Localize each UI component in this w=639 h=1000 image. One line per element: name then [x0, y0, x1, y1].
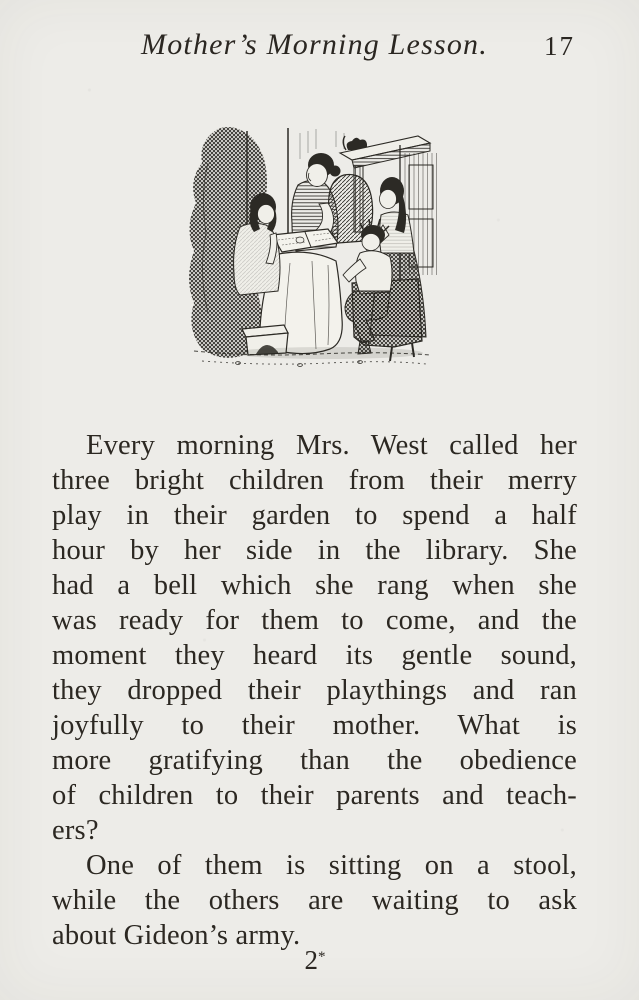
paragraph [52, 428, 577, 848]
text-line: three bright children from their merry [52, 465, 577, 496]
signature-number: 2 [304, 945, 318, 975]
page-number: 17 [544, 31, 575, 61]
text-line: joyfully to their mother. What is [52, 710, 577, 741]
text-line: about Gideon’s army. [52, 920, 301, 951]
text-line: of children to their parents and teach- [52, 780, 577, 811]
page-title: Mother’s Morning Lesson. [141, 28, 488, 61]
body-text [52, 428, 577, 953]
text-line: while the others are waiting to ask [52, 885, 577, 916]
text-line: play in their garden to spend a half [52, 500, 577, 531]
signature-mark [52, 947, 577, 974]
text-line: had a bell which she rang when she [52, 570, 577, 601]
text-line: Every morning Mrs. West called her [86, 430, 577, 461]
text-line: they dropped their playthings and ran [52, 675, 577, 706]
text-line: ers? [52, 815, 99, 846]
text-line: more gratifying than the obedience [52, 745, 577, 776]
text-line: hour by her side in the library. She [52, 535, 577, 566]
text-line: One of them is sitting on a stool, [86, 850, 577, 881]
text-line: was ready for them to come, and the [52, 605, 577, 636]
text-line: moment they heard its gentle sound, [52, 640, 577, 671]
signature-star: * [318, 949, 325, 965]
illustration [178, 122, 454, 372]
mother-children-engraving-illustration [178, 122, 454, 372]
running-header [52, 28, 577, 66]
paragraph [52, 848, 577, 953]
